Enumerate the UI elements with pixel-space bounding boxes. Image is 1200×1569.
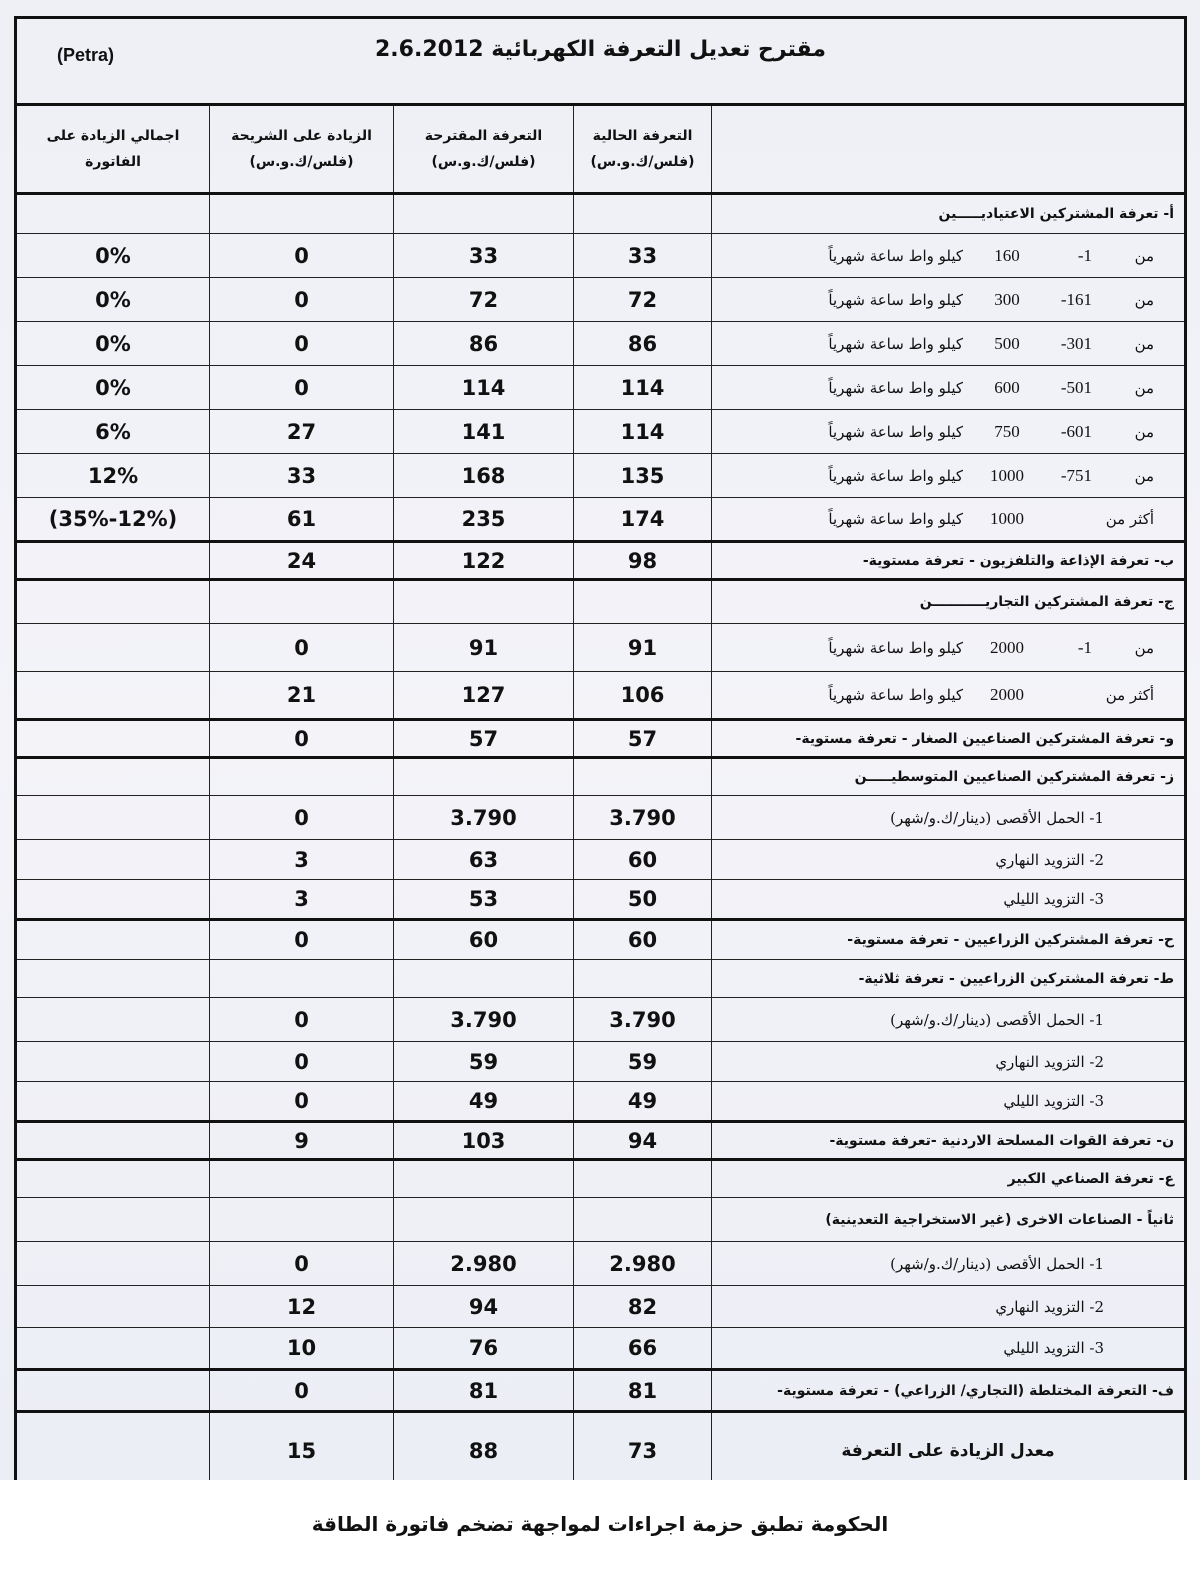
band-high: 750	[994, 421, 1020, 441]
table-row	[16, 498, 1186, 542]
cell-category: ج- تعرفة المشتركين التجاريـــــــــــن	[712, 580, 1186, 624]
cell-proposed	[394, 1198, 574, 1242]
cell-current: 174	[574, 498, 712, 542]
band-high: 500	[994, 333, 1020, 353]
cell-bill-increase	[16, 1286, 210, 1328]
cell-bill-increase	[16, 758, 210, 796]
consumption-band	[828, 422, 1154, 442]
cell-bill-increase: 12%	[16, 454, 210, 498]
cell-current: 73	[574, 1412, 712, 1490]
cell-increase: 0	[210, 1370, 394, 1412]
cell-increase: 0	[210, 1042, 394, 1082]
table-row	[16, 624, 1186, 672]
cell-category: 2- التزويد النهاري	[712, 1042, 1186, 1082]
section-row	[16, 1122, 1186, 1160]
cell-category: 3- التزويد الليلي	[712, 880, 1186, 920]
band-low: 501-	[1060, 377, 1093, 397]
cell-proposed: 3.790	[394, 998, 574, 1042]
cell-increase	[210, 1198, 394, 1242]
average-increase-label: معدل الزيادة على التعرفة	[712, 1412, 1186, 1490]
cell-current: 81	[574, 1370, 712, 1412]
band-high: 160	[994, 245, 1020, 265]
band-from: من	[1134, 638, 1155, 657]
cell-current: 33	[574, 234, 712, 278]
cell-category	[712, 454, 1186, 498]
cell-proposed: 63	[394, 840, 574, 880]
band-from: من	[1134, 290, 1155, 309]
cell-category: أ- تعرفة المشتركين الاعتياديـــــين	[712, 194, 1186, 234]
cell-bill-increase	[16, 1328, 210, 1370]
cell-increase: 0	[210, 1242, 394, 1286]
consumption-band	[828, 290, 1154, 310]
cell-increase: 33	[210, 454, 394, 498]
band-unit: كيلو واط ساعة شهرياً	[828, 378, 964, 397]
cell-increase: 21	[210, 672, 394, 720]
table-row	[16, 454, 1186, 498]
cell-category: ع- تعرفة الصناعي الكبير	[712, 1160, 1186, 1198]
cell-increase: 0	[210, 624, 394, 672]
table-row	[16, 880, 1186, 920]
band-high: 1000	[990, 509, 1025, 528]
cell-proposed	[394, 960, 574, 998]
cell-proposed: 76	[394, 1328, 574, 1370]
cell-increase: 9	[210, 1122, 394, 1160]
cell-increase: 0	[210, 920, 394, 960]
cell-category: 1- الحمل الأقصى (دينار/ك.و/شهر)	[712, 1242, 1186, 1286]
cell-proposed: 114	[394, 366, 574, 410]
band-unit: كيلو واط ساعة شهرياً	[828, 466, 964, 485]
cell-current	[574, 758, 712, 796]
cell-bill-increase	[16, 542, 210, 580]
band-unit: كيلو واط ساعة شهرياً	[828, 290, 964, 309]
cell-bill-increase	[16, 796, 210, 840]
band-high: 1000	[990, 465, 1025, 485]
cell-current: 114	[574, 366, 712, 410]
band-from: أكثر من	[1105, 686, 1155, 704]
cell-proposed: 59	[394, 1042, 574, 1082]
cell-increase: 12	[210, 1286, 394, 1328]
band-high: 2000	[990, 637, 1025, 657]
table-row	[16, 1242, 1186, 1286]
cell-increase	[210, 580, 394, 624]
cell-current: 49	[574, 1082, 712, 1122]
cell-category	[712, 322, 1186, 366]
table-row	[16, 234, 1186, 278]
cell-bill-increase	[16, 1370, 210, 1412]
cell-category: ز- تعرفة المشتركين الصناعيين المتوسطيـــــن	[712, 758, 1186, 796]
cell-bill-increase	[16, 580, 210, 624]
title-row	[16, 18, 1186, 105]
cell-bill-increase	[16, 880, 210, 920]
table-row	[16, 410, 1186, 454]
cell-proposed: 127	[394, 672, 574, 720]
cell-current: 3.790	[574, 796, 712, 840]
cell-current: 60	[574, 840, 712, 880]
cell-category: 3- التزويد الليلي	[712, 1328, 1186, 1370]
cell-category: 1- الحمل الأقصى (دينار/ك.و/شهر)	[712, 796, 1186, 840]
cell-category: 2- التزويد النهاري	[712, 840, 1186, 880]
cell-category	[712, 672, 1186, 720]
cell-bill-increase: 0%	[16, 366, 210, 410]
table-row	[16, 840, 1186, 880]
cell-increase: 0	[210, 234, 394, 278]
cell-increase	[210, 194, 394, 234]
news-caption: الحكومة تطبق حزمة اجراءات لمواجهة تضخم فاتورة الطاقة	[311, 1512, 889, 1536]
band-unit: كيلو واط ساعة شهرياً	[828, 638, 964, 657]
section-row	[16, 1198, 1186, 1242]
cell-category: ح- تعرفة المشتركين الزراعيين - تعرفة مستوية-	[712, 920, 1186, 960]
cell-proposed: 2.980	[394, 1242, 574, 1286]
table-row	[16, 322, 1186, 366]
section-row	[16, 542, 1186, 580]
cell-proposed: 49	[394, 1082, 574, 1122]
band-unit: كيلو واط ساعة شهرياً	[828, 422, 964, 441]
cell-category: ثانياً - الصناعات الاخرى (غير الاستخراجية التعدينية)	[712, 1198, 1186, 1242]
band-low: 751-	[1060, 465, 1093, 485]
table-row	[16, 366, 1186, 410]
band-low: 301-	[1060, 333, 1093, 353]
cell-category	[712, 498, 1186, 542]
header-proposed: التعرفة المقترحة (فلس/ك.و.س)	[394, 105, 574, 194]
table-row	[16, 1328, 1186, 1370]
cell-proposed	[394, 758, 574, 796]
band-from: من	[1134, 246, 1155, 265]
cell-increase	[210, 960, 394, 998]
cell-bill-increase: 0%	[16, 322, 210, 366]
section-row	[16, 1370, 1186, 1412]
cell-category	[712, 234, 1186, 278]
cell-category: ف- التعرفة المختلطة (التجاري/ الزراعي) - تعرفة مستوية-	[712, 1370, 1186, 1412]
cell-category: ط- تعرفة المشتركين الزراعيين - تعرفة ثلاثية-	[712, 960, 1186, 998]
cell-category: 2- التزويد النهاري	[712, 1286, 1186, 1328]
cell-current: 106	[574, 672, 712, 720]
cell-proposed: 60	[394, 920, 574, 960]
cell-increase: 0	[210, 366, 394, 410]
cell-proposed: 33	[394, 234, 574, 278]
section-row	[16, 1160, 1186, 1198]
cell-bill-increase: 6%	[16, 410, 210, 454]
cell-bill-increase	[16, 1412, 210, 1490]
cell-increase: 0	[210, 720, 394, 758]
cell-current: 135	[574, 454, 712, 498]
cell-bill-increase	[16, 998, 210, 1042]
band-low: 601-	[1060, 421, 1093, 441]
cell-current	[574, 1160, 712, 1198]
cell-increase: 0	[210, 998, 394, 1042]
cell-proposed: 91	[394, 624, 574, 672]
cell-bill-increase: 0%	[16, 234, 210, 278]
cell-current: 57	[574, 720, 712, 758]
cell-increase: 0	[210, 322, 394, 366]
cell-current	[574, 194, 712, 234]
cell-bill-increase	[16, 624, 210, 672]
cell-proposed: 103	[394, 1122, 574, 1160]
source-tag: (Petra)	[57, 45, 115, 65]
cell-proposed: 3.790	[394, 796, 574, 840]
document-title: مقترح تعديل التعرفة الكهربائية 2.6.2012	[375, 37, 827, 62]
cell-proposed: 235	[394, 498, 574, 542]
cell-increase: 24	[210, 542, 394, 580]
cell-increase: 0	[210, 796, 394, 840]
cell-current: 60	[574, 920, 712, 960]
cell-bill-increase	[16, 1242, 210, 1286]
consumption-band	[828, 638, 1154, 658]
table-row	[16, 672, 1186, 720]
cell-increase	[210, 1160, 394, 1198]
cell-bill-increase	[16, 720, 210, 758]
cell-proposed: 88	[394, 1412, 574, 1490]
cell-increase: 15	[210, 1412, 394, 1490]
cell-current: 94	[574, 1122, 712, 1160]
cell-proposed: 168	[394, 454, 574, 498]
header-increase: الزيادة على الشريحة (فلس/ك.و.س)	[210, 105, 394, 194]
cell-bill-increase	[16, 920, 210, 960]
cell-bill-increase	[16, 1082, 210, 1122]
cell-current: 114	[574, 410, 712, 454]
cell-bill-increase	[16, 1122, 210, 1160]
cell-bill-increase	[16, 1160, 210, 1198]
cell-current: 82	[574, 1286, 712, 1328]
section-row	[16, 920, 1186, 960]
cell-category: و- تعرفة المشتركين الصناعيين الصغار - تعرفة مستوية-	[712, 720, 1186, 758]
cell-proposed: 141	[394, 410, 574, 454]
band-from: أكثر من	[1105, 510, 1155, 528]
band-high: 600	[994, 377, 1020, 397]
header-category	[712, 105, 1186, 194]
table-row	[16, 998, 1186, 1042]
total-row	[16, 1412, 1186, 1490]
band-from: من	[1134, 378, 1155, 397]
cell-bill-increase	[16, 672, 210, 720]
cell-current	[574, 1198, 712, 1242]
header-bill-increase: اجمالي الزيادة على الفاتورة	[16, 105, 210, 194]
cell-proposed: 81	[394, 1370, 574, 1412]
section-row	[16, 758, 1186, 796]
cell-current: 86	[574, 322, 712, 366]
band-from: من	[1134, 422, 1155, 441]
cell-category	[712, 366, 1186, 410]
cell-current	[574, 580, 712, 624]
cell-current: 2.980	[574, 1242, 712, 1286]
cell-category: 1- الحمل الأقصى (دينار/ك.و/شهر)	[712, 998, 1186, 1042]
band-unit: كيلو واط ساعة شهرياً	[828, 334, 964, 353]
cell-proposed: 122	[394, 542, 574, 580]
cell-current: 50	[574, 880, 712, 920]
cell-increase: 0	[210, 278, 394, 322]
cell-proposed: 53	[394, 880, 574, 920]
band-high: 2000	[990, 685, 1025, 704]
cell-increase: 3	[210, 840, 394, 880]
cell-current: 98	[574, 542, 712, 580]
section-row	[16, 580, 1186, 624]
cell-category	[712, 624, 1186, 672]
cell-proposed	[394, 580, 574, 624]
cell-current: 59	[574, 1042, 712, 1082]
cell-increase	[210, 758, 394, 796]
cell-bill-increase	[16, 960, 210, 998]
band-low: 161-	[1060, 289, 1093, 309]
cell-proposed: 86	[394, 322, 574, 366]
consumption-band	[828, 466, 1154, 486]
cell-increase: 61	[210, 498, 394, 542]
cell-increase: 0	[210, 1082, 394, 1122]
cell-current	[574, 960, 712, 998]
band-low: 1-	[1077, 245, 1093, 265]
tariff-table	[14, 16, 1187, 1491]
consumption-band	[828, 246, 1154, 266]
cell-category: ن- تعرفة القوات المسلحة الاردنية -تعرفة مستوية-	[712, 1122, 1186, 1160]
band-unit: كيلو واط ساعة شهرياً	[828, 686, 964, 704]
cell-category	[712, 410, 1186, 454]
cell-current: 3.790	[574, 998, 712, 1042]
band-unit: كيلو واط ساعة شهرياً	[828, 246, 964, 265]
cell-category: 3- التزويد الليلي	[712, 1082, 1186, 1122]
cell-bill-increase: 0%	[16, 278, 210, 322]
band-high: 300	[994, 289, 1020, 309]
cell-bill-increase	[16, 194, 210, 234]
band-low: 1-	[1077, 637, 1093, 657]
cell-proposed: 57	[394, 720, 574, 758]
consumption-band	[828, 509, 1154, 529]
cell-increase: 27	[210, 410, 394, 454]
cell-proposed: 72	[394, 278, 574, 322]
cell-bill-increase	[16, 1042, 210, 1082]
cell-category: ب- تعرفة الإذاعة والتلفزيون - تعرفة مستوية-	[712, 542, 1186, 580]
cell-current: 72	[574, 278, 712, 322]
band-unit: كيلو واط ساعة شهرياً	[828, 510, 964, 528]
cell-current: 66	[574, 1328, 712, 1370]
cell-bill-increase	[16, 1198, 210, 1242]
header-current: التعرفة الحالية (فلس/ك.و.س)	[574, 105, 712, 194]
section-row	[16, 960, 1186, 998]
band-from: من	[1134, 334, 1155, 353]
cell-bill-increase: (35%-12%)	[16, 498, 210, 542]
table-row	[16, 1042, 1186, 1082]
cell-increase: 3	[210, 880, 394, 920]
cell-bill-increase	[16, 840, 210, 880]
header-row	[16, 105, 1186, 194]
cell-proposed	[394, 194, 574, 234]
table-row	[16, 278, 1186, 322]
consumption-band	[828, 378, 1154, 398]
consumption-band	[828, 685, 1154, 705]
table-row	[16, 1082, 1186, 1122]
section-row	[16, 194, 1186, 234]
cell-proposed: 94	[394, 1286, 574, 1328]
table-row	[16, 1286, 1186, 1328]
table-row	[16, 796, 1186, 840]
cell-current: 91	[574, 624, 712, 672]
section-row	[16, 720, 1186, 758]
cell-category	[712, 278, 1186, 322]
cell-proposed	[394, 1160, 574, 1198]
band-from: من	[1134, 466, 1155, 485]
consumption-band	[828, 334, 1154, 354]
cell-increase: 10	[210, 1328, 394, 1370]
